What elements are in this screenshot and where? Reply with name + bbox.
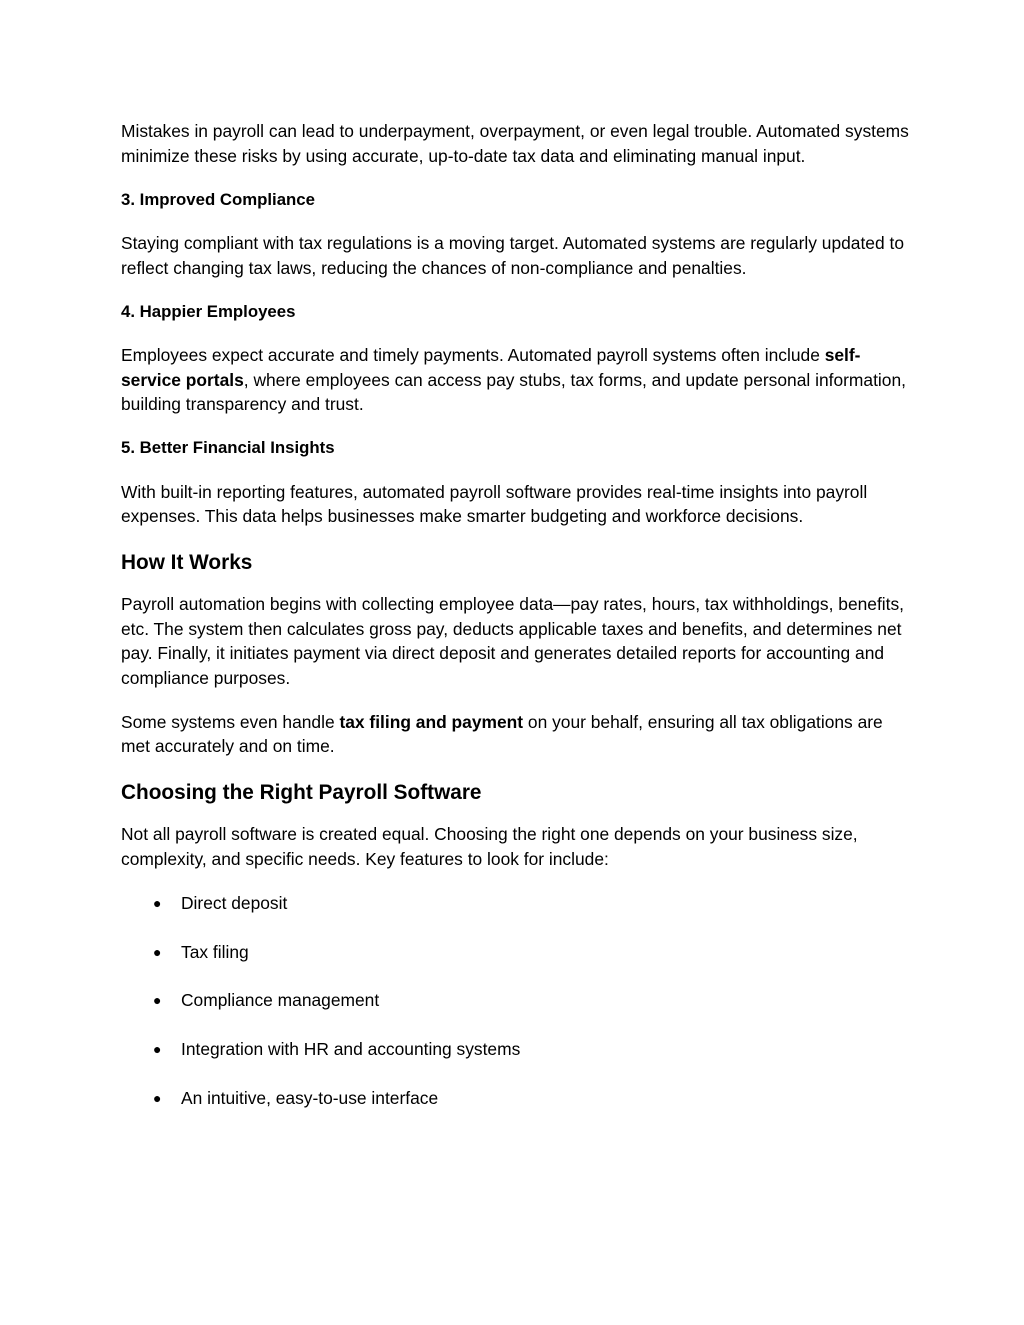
employees-bold-self-service: self-service portals [121,345,861,390]
bullet-dot-icon: ● [153,943,162,960]
heading-financial-insights: 5. Better Financial Insights [121,438,335,457]
paragraph-choosing-intro: Not all payroll software is created equal. Choosing the right one depends on your business size, complexity, and specific needs. Key features to look for include: [121,824,858,869]
bullet-dot-icon: ● [153,1041,162,1058]
list-item [121,891,911,916]
list-item-text: Integration with HR and accounting systems [181,1039,521,1060]
list-item [121,988,911,1013]
list-item-text: An intuitive, easy-to-use interface [181,1087,439,1108]
how-it-works-bold-tax-filing: tax filing and payment [339,711,524,732]
how-it-works-text-start: Some systems even handle [121,711,340,732]
list-item [121,1086,911,1111]
paragraph-employees [121,343,911,417]
document-page [121,119,911,1134]
list-item [121,940,911,965]
heading-happier-employees: 4. Happier Employees [121,301,296,321]
list-item [121,1037,911,1062]
paragraph-how-it-works-2 [121,710,911,759]
paragraph-payroll-mistakes: Mistakes in payroll can lead to underpayment, overpayment, or even legal trouble. Automated systems minimize these risks by using accurate, up-to-date tax data and eliminating manual input. [121,121,909,166]
list-item-text: Compliance management [181,990,380,1011]
employees-text-end: , where employees can access pay stubs, tax forms, and update personal information, building transparency and trust. [121,369,906,414]
how-it-works-text-end: on your behalf, ensuring all tax obligations are met accurately and on time. [121,711,883,756]
heading-improved-compliance: 3. Improved Compliance [121,189,315,209]
paragraph-insights: With built-in reporting features, automated payroll software provides real-time insights into payroll expenses. This data helps businesses make smarter budgeting and workforce decisions. [121,481,868,526]
feature-list [121,891,911,1110]
paragraph-how-it-works-1: Payroll automation begins with collecting employee data—pay rates, hours, tax withholdings, benefits, etc. The system then calculates gross pay, deducts applicable taxes and benefits, and determines net pay. Finally, it initiates payment via direct deposit and generates detailed reports for accounting and compliance purposes. [121,594,905,688]
bullet-dot-icon: ● [153,895,162,911]
employees-text-start: Employees expect accurate and timely payments. Automated payroll systems often include [121,345,825,365]
bullet-dot-icon: ● [153,992,162,1009]
heading-how-it-works: How It Works [121,551,253,574]
paragraph-compliance: Staying compliant with tax regulations is a moving target. Automated systems are regularly updated to reflect changing tax laws, reducing the chances of non-compliance and penalties. [121,233,904,278]
bullet-dot-icon: ● [153,1089,162,1106]
heading-choosing-software: Choosing the Right Payroll Software [121,781,482,804]
list-item-text: Tax filing [181,941,249,962]
list-item-text: Direct deposit [181,893,288,913]
